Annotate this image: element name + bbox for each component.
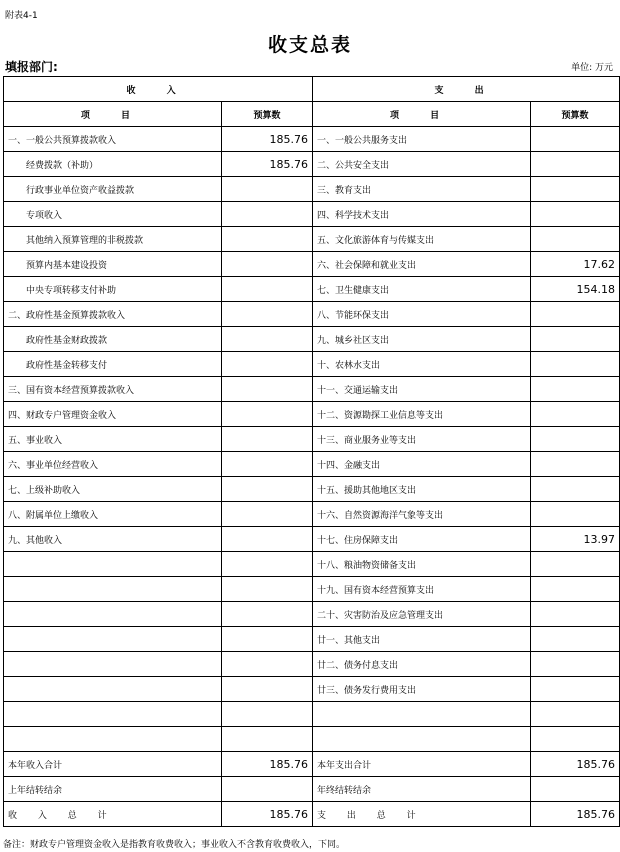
income-item-cell: 五、事业收入: [4, 427, 222, 452]
expense-value-cell: 154.18: [531, 277, 620, 302]
income-value-cell: [222, 202, 313, 227]
expense-item-cell: 四、科学技术支出: [313, 202, 531, 227]
table-row: [4, 502, 620, 527]
expense-item-cell: 三、教育支出: [313, 177, 531, 202]
income-item-cell: 九、其他收入: [4, 527, 222, 552]
expense-item-cell: 十三、商业服务业等支出: [313, 427, 531, 452]
income-item-cell: 政府性基金转移支付: [4, 352, 222, 377]
expense-value-cell: [531, 352, 620, 377]
expense-item-cell: 一、一般公共服务支出: [313, 127, 531, 152]
table-row: [4, 452, 620, 477]
expense-total-value: [531, 777, 620, 802]
expense-item-cell: 十九、国有资本经营预算支出: [313, 577, 531, 602]
expense-item-cell: 十、农林水支出: [313, 352, 531, 377]
expense-item-cell: 二十、灾害防治及应急管理支出: [313, 602, 531, 627]
expense-value-cell: [531, 702, 620, 727]
table-row: [4, 677, 620, 702]
totals-body: [4, 752, 620, 827]
income-total-value: 185.76: [222, 752, 313, 777]
expense-item-cell: 十五、援助其他地区支出: [313, 477, 531, 502]
expense-value-cell: [531, 402, 620, 427]
expense-total-label: 本年支出合计: [313, 752, 531, 777]
table-row: [4, 602, 620, 627]
table-row: [4, 727, 620, 752]
total-row: [4, 802, 620, 827]
income-item-cell: 七、上级补助收入: [4, 477, 222, 502]
expense-value-cell: [531, 477, 620, 502]
income-item-cell: [4, 577, 222, 602]
expense-value-cell: [531, 502, 620, 527]
expense-item-cell: 廿二、债务付息支出: [313, 652, 531, 677]
expense-item-cell: 十八、粮油物资储备支出: [313, 552, 531, 577]
income-total-value: [222, 777, 313, 802]
income-value-cell: [222, 352, 313, 377]
section-header-row: [4, 77, 620, 102]
expense-value-cell: [531, 227, 620, 252]
income-value-cell: [222, 527, 313, 552]
expense-value-cell: [531, 452, 620, 477]
expense-item-cell: 十一、交通运输支出: [313, 377, 531, 402]
table-row: [4, 252, 620, 277]
expense-item-cell: 八、节能环保支出: [313, 302, 531, 327]
expense-value-cell: [531, 727, 620, 752]
table-row: [4, 577, 620, 602]
income-item-cell: 四、财政专户管理资金收入: [4, 402, 222, 427]
table-row: [4, 177, 620, 202]
income-item-cell: 行政事业单位资产收益拨款: [4, 177, 222, 202]
income-value-cell: [222, 252, 313, 277]
expense-value-cell: 13.97: [531, 527, 620, 552]
expense-value-cell: [531, 677, 620, 702]
income-value-cell: [222, 652, 313, 677]
table-caption: 附表4-1: [5, 11, 38, 21]
table-row: [4, 202, 620, 227]
income-item-cell: [4, 652, 222, 677]
expense-item-cell: 十七、住房保障支出: [313, 527, 531, 552]
expense-item-cell: [313, 727, 531, 752]
table-row: [4, 277, 620, 302]
unit-label: 单位: 万元: [571, 63, 613, 73]
income-value-cell: [222, 702, 313, 727]
expense-value-cell: [531, 627, 620, 652]
income-value-cell: [222, 502, 313, 527]
income-value-cell: [222, 552, 313, 577]
table-row: [4, 352, 620, 377]
expense-item-cell: 七、卫生健康支出: [313, 277, 531, 302]
expense-value-cell: [531, 202, 620, 227]
income-item-header: 项 目: [4, 102, 222, 127]
income-value-cell: [222, 177, 313, 202]
income-value-cell: [222, 452, 313, 477]
expense-item-cell: 十六、自然资源海洋气象等支出: [313, 502, 531, 527]
expense-item-cell: 十四、金融支出: [313, 452, 531, 477]
income-item-cell: 八、附属单位上缴收入: [4, 502, 222, 527]
expense-item-cell: 廿一、其他支出: [313, 627, 531, 652]
expense-value-cell: [531, 552, 620, 577]
income-value-cell: [222, 277, 313, 302]
income-budget-header: 预算数: [222, 102, 313, 127]
expense-item-cell: 二、公共安全支出: [313, 152, 531, 177]
expense-total-label: 年终结转结余: [313, 777, 531, 802]
table-row: [4, 652, 620, 677]
expense-value-cell: 17.62: [531, 252, 620, 277]
income-item-cell: [4, 677, 222, 702]
expense-value-cell: [531, 602, 620, 627]
column-header-row: [4, 102, 620, 127]
income-item-cell: [4, 702, 222, 727]
table-row: [4, 227, 620, 252]
income-value-cell: [222, 727, 313, 752]
expense-total-value: 185.76: [531, 802, 620, 827]
income-item-cell: [4, 602, 222, 627]
income-total-label: 本年收入合计: [4, 752, 222, 777]
income-item-cell: 一、一般公共预算拨款收入: [4, 127, 222, 152]
income-item-cell: 专项收入: [4, 202, 222, 227]
income-item-cell: 经费拨款（补助）: [4, 152, 222, 177]
income-item-cell: 中央专项转移支付补助: [4, 277, 222, 302]
expense-value-cell: [531, 177, 620, 202]
table-row: [4, 152, 620, 177]
income-item-cell: 预算内基本建设投资: [4, 252, 222, 277]
expense-value-cell: [531, 652, 620, 677]
income-value-cell: [222, 577, 313, 602]
expense-total-value: 185.76: [531, 752, 620, 777]
table-row: [4, 552, 620, 577]
income-header: 收 入: [4, 77, 313, 102]
income-total-label: 收 入 总 计: [4, 802, 222, 827]
table-body: [4, 127, 620, 752]
department-label: 填报部门:: [5, 60, 58, 74]
income-item-cell: [4, 727, 222, 752]
expense-value-cell: [531, 152, 620, 177]
table-row: [4, 702, 620, 727]
expense-value-cell: [531, 377, 620, 402]
income-value-cell: 185.76: [222, 127, 313, 152]
summary-table: [3, 76, 620, 827]
expense-value-cell: [531, 427, 620, 452]
income-value-cell: [222, 377, 313, 402]
table-row: [4, 377, 620, 402]
table-row: [4, 427, 620, 452]
total-row: [4, 752, 620, 777]
table-row: [4, 527, 620, 552]
expense-header: 支 出: [313, 77, 620, 102]
expense-item-header: 项 目: [313, 102, 531, 127]
income-item-cell: 政府性基金财政拨款: [4, 327, 222, 352]
income-value-cell: [222, 602, 313, 627]
income-value-cell: [222, 677, 313, 702]
total-row: [4, 777, 620, 802]
income-item-cell: 二、政府性基金预算拨款收入: [4, 302, 222, 327]
expense-value-cell: [531, 327, 620, 352]
expense-total-label: 支 出 总 计: [313, 802, 531, 827]
expense-value-cell: [531, 302, 620, 327]
footnote: 备注：财政专户管理资金收入是指教育收费收入；事业收入不含教育收费收入，下同。: [3, 840, 346, 850]
expense-item-cell: [313, 702, 531, 727]
expense-budget-header: 预算数: [531, 102, 620, 127]
table-row: [4, 127, 620, 152]
table-row: [4, 477, 620, 502]
income-value-cell: [222, 477, 313, 502]
expense-item-cell: 九、城乡社区支出: [313, 327, 531, 352]
income-value-cell: [222, 227, 313, 252]
income-value-cell: 185.76: [222, 152, 313, 177]
expense-item-cell: 六、社会保障和就业支出: [313, 252, 531, 277]
income-value-cell: [222, 427, 313, 452]
income-value-cell: [222, 302, 313, 327]
income-value-cell: [222, 327, 313, 352]
income-total-value: 185.76: [222, 802, 313, 827]
expense-value-cell: [531, 577, 620, 602]
income-value-cell: [222, 402, 313, 427]
table-row: [4, 302, 620, 327]
income-item-cell: [4, 552, 222, 577]
table-row: [4, 327, 620, 352]
income-item-cell: [4, 627, 222, 652]
income-value-cell: [222, 627, 313, 652]
income-total-label: 上年结转结余: [4, 777, 222, 802]
income-item-cell: 六、事业单位经营收入: [4, 452, 222, 477]
expense-item-cell: 五、文化旅游体育与传媒支出: [313, 227, 531, 252]
expense-value-cell: [531, 127, 620, 152]
table-row: [4, 627, 620, 652]
expense-item-cell: 十二、资源勘探工业信息等支出: [313, 402, 531, 427]
expense-item-cell: 廿三、债务发行费用支出: [313, 677, 531, 702]
income-item-cell: 其他纳入预算管理的非税拨款: [4, 227, 222, 252]
income-item-cell: 三、国有资本经营预算拨款收入: [4, 377, 222, 402]
table-row: [4, 402, 620, 427]
page-title: 收支总表: [267, 34, 352, 56]
